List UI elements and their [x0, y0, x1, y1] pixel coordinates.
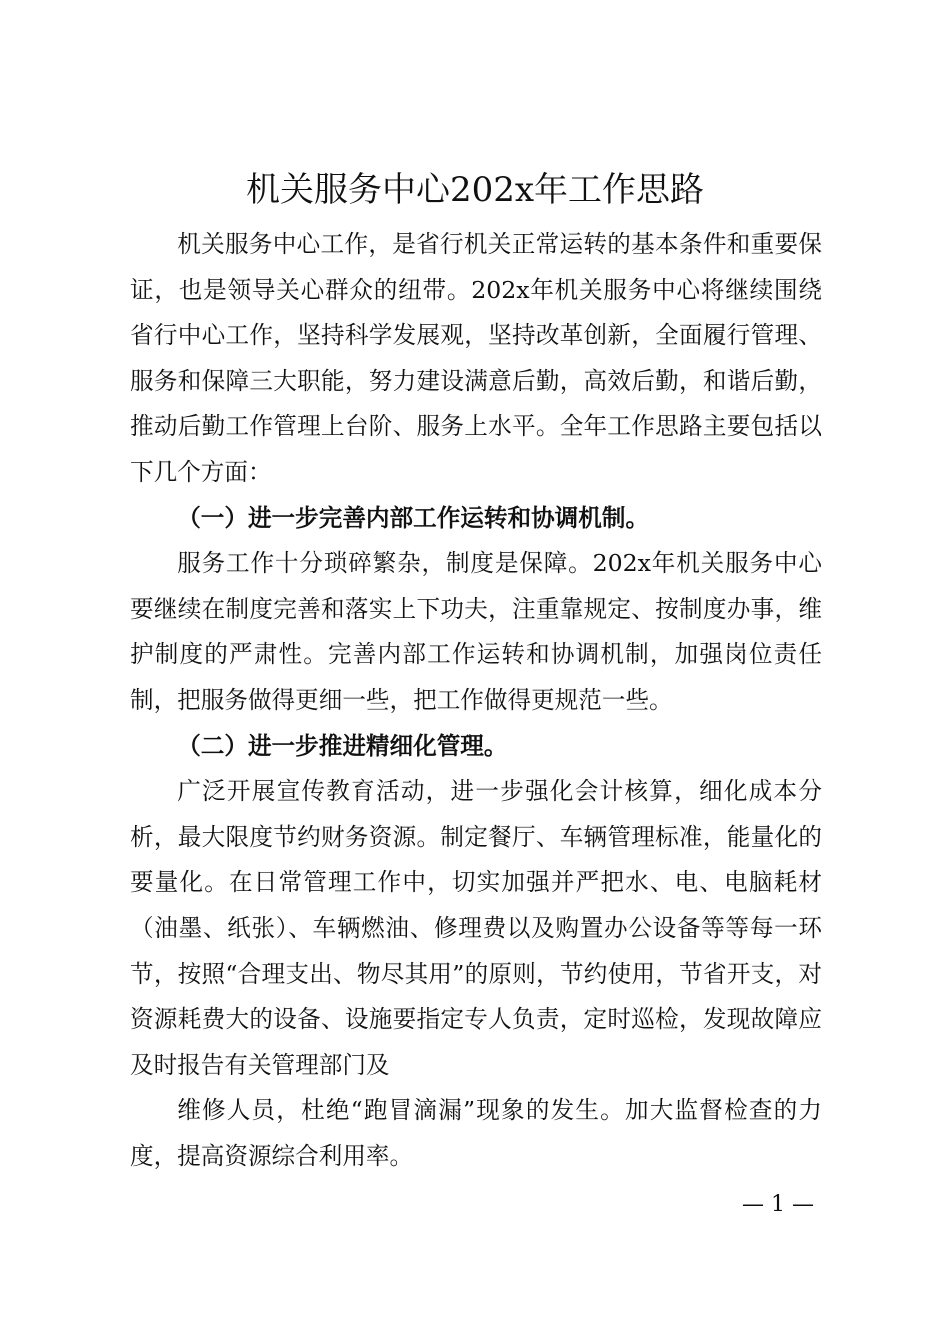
- document-title: 机关服务中心202x年工作思路: [245, 170, 705, 210]
- paragraph-section-2: 广泛开展宣传教育活动，进一步强化会计核算，细化成本分析，最大限度节约财务资源。制定餐厅、车辆管理标准，能量化的要量化。在日常管理工作中，切实加强并严把水、电、电脑耗材（油墨、纸张）、车辆燃油、修理费以及购置办公设备等等每一环节，按照“合理支出、物尽其用”的原则，节约使用，节省开支，对资源耗费大的设备、设施要指定专人负责，定时巡检，发现故障应及时报告有关管理部门及: [130, 777, 822, 1079]
- paragraph-section-2-cont: 维修人员，杜绝“跑冒滴漏”现象的发生。加大监督检查的力度，提高资源综合利用率。: [130, 1096, 822, 1170]
- page-number: — 1 —: [742, 1192, 814, 1217]
- paragraph-intro: 机关服务中心工作，是省行机关正常运转的基本条件和重要保证，也是领导关心群众的纽带。202x年机关服务中心将继续围绕省行中心工作，坚持科学发展观，坚持改革创新，全面履行管理、服务和保障三大职能，努力建设满意后勤，高效后勤，和谐后勤，推动后勤工作管理上台阶、服务上水平。全年工作思路主要包括以下几个方面：: [130, 230, 822, 486]
- section-heading-2: （二）进一步推进精细化管理。: [177, 731, 508, 760]
- paragraph-section-1: 服务工作十分琐碎繁杂，制度是保障。202x年机关服务中心要继续在制度完善和落实上下功夫，注重靠规定、按制度办事，维护制度的严肃性。完善内部工作运转和协调机制，加强岗位责任制，把服务做得更细一些，把工作做得更规范一些。: [130, 549, 822, 714]
- section-heading-1: （一）进一步完善内部工作运转和协调机制。: [177, 503, 650, 532]
- document-body: [130, 222, 822, 1179]
